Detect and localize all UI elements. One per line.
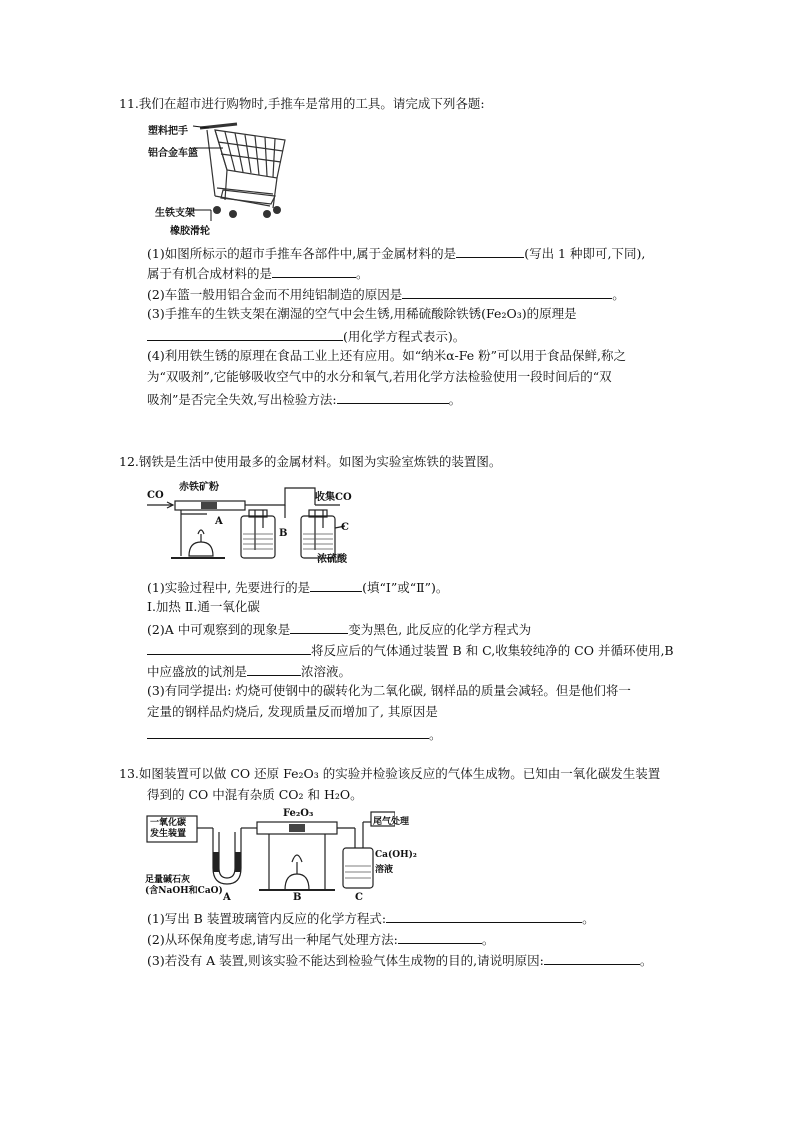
sulfuric-acid-label: 浓硫酸 <box>317 554 347 565</box>
cart-basket-label: 铝合金车篮 <box>148 148 198 159</box>
q11-part3-line1: (3)手推车的生铁支架在潮湿的空气中会生锈,用稀硫酸除铁锈(Fe₂O₃)的原理是 <box>147 306 577 321</box>
q13-part2: (2)从环保角度考虑,请写出一种尾气处理方法: 。 <box>147 929 494 949</box>
q11-blank-metal[interactable] <box>456 243 524 258</box>
cart-frame-label: 生铁支架 <box>155 208 195 219</box>
device-b-label: B <box>279 528 288 539</box>
device-a-label: A <box>223 892 231 903</box>
q12-number: 12. <box>119 454 139 469</box>
device-b-label: B <box>293 892 302 903</box>
tail-gas-label: 尾气处理 <box>373 817 410 827</box>
cart-handle-label: 塑料把手 <box>148 126 188 137</box>
q12-blank-reagent[interactable] <box>247 661 301 676</box>
q11-stem: 11.我们在超市进行购物时,手推车是常用的工具。请完成下列各题: <box>119 96 485 111</box>
generator-label-2: 发生装置 <box>150 829 187 839</box>
co-reduction-apparatus-figure <box>145 808 417 903</box>
q12-part2-line3: 中应盛放的试剂是 浓溶液。 <box>147 661 351 681</box>
shopping-cart-figure <box>145 118 305 238</box>
ore-label: 赤铁矿粉 <box>179 482 219 493</box>
q11-part4-line3: 吸剂”是否完全失效,写出检验方法: 。 <box>147 389 461 409</box>
fe2o3-label: Fe₂O₃ <box>283 808 314 819</box>
solution-label: 溶液 <box>375 865 394 875</box>
q11-part2: (2)车篮一般用铝合金而不用纯铝制造的原因是 。 <box>147 284 625 304</box>
q12-part3-line3: 。 <box>147 724 442 744</box>
q11-part1-line1: (1)如图所标示的超市手推车各部件中,属于金属材料的是 (写出 1 种即可,下同), <box>147 243 645 263</box>
q12-part3-line1: (3)有同学提出: 灼烧可使钢中的碳转化为二氧化碳, 钢样品的质量会减轻。但是他们将一 <box>147 683 631 698</box>
soda-lime-label-1: 足量碱石灰 <box>145 875 191 885</box>
q12-blank-first-step[interactable] <box>310 577 362 592</box>
q13-blank-equation[interactable] <box>386 908 582 923</box>
collect-co-label: 收集CO <box>315 492 352 503</box>
q13-blank-reason[interactable] <box>544 950 640 965</box>
q13-part3: (3)若没有 A 装置,则该实验不能达到检验气体生成物的目的,请说明原因: 。 <box>147 950 652 970</box>
iron-smelting-apparatus-figure <box>145 478 360 568</box>
device-a-label: A <box>215 516 223 527</box>
soda-lime-label-2: (含NaOH和CaO) <box>145 886 223 896</box>
device-c-label: C <box>341 522 349 533</box>
device-c-label: C <box>355 892 363 903</box>
q13-blank-tail-gas[interactable] <box>398 929 482 944</box>
caoh2-label: Ca(OH)₂ <box>375 850 417 860</box>
q12-part2-line2: 将反应后的气体通过装置 B 和 C,收集较纯净的 CO 并循环使用,B <box>147 640 674 660</box>
q11-part4-line1: (4)利用铁生锈的原理在食品工业上还有应用。如“纳米α-Fe 粉”可以用于食品保鲜,称之 <box>147 348 626 363</box>
q13-stem-line2: 得到的 CO 中混有杂质 CO₂ 和 H₂O。 <box>147 787 363 802</box>
q12-part2-line1: (2)A 中可观察到的现象是 变为黑色, 此反应的化学方程式为 <box>147 619 531 639</box>
q11-blank-alloy-reason[interactable] <box>402 284 612 299</box>
q11-part4-line2: 为“双吸剂”,它能够吸收空气中的水分和氧气,若用化学方法检验使用一段时间后的“双 <box>147 369 612 384</box>
q11-part1-line2: 属于有机合成材料的是 。 <box>147 263 369 283</box>
q12-options: Ⅰ.加热 Ⅱ.通一氧化碳 <box>147 599 260 614</box>
q11-number: 11. <box>119 96 139 111</box>
q13-stem-line1: 13.如图装置可以做 CO 还原 Fe₂O₃ 的实验并检验该反应的气体生成物。已知由一氧化碳发生装置 <box>119 766 661 781</box>
co-inlet-label: CO <box>147 490 164 501</box>
q12-part1: (1)实验过程中, 先要进行的是 (填“Ⅰ”或“Ⅱ”)。 <box>147 577 448 597</box>
q12-part3-line2: 定量的钢样品灼烧后, 发现质量反而增加了, 其原因是 <box>147 704 438 719</box>
q13-part1: (1)写出 B 装置玻璃管内反应的化学方程式: 。 <box>147 908 595 928</box>
q12-stem: 12.钢铁是生活中使用最多的金属材料。如图为实验室炼铁的装置图。 <box>119 454 502 469</box>
q11-part3-line2: (用化学方程式表示)。 <box>147 326 465 346</box>
q11-blank-organic[interactable] <box>272 263 356 278</box>
cart-wheel-label: 橡胶滑轮 <box>170 226 210 237</box>
q13-number: 13. <box>119 766 139 781</box>
q12-blank-equation[interactable] <box>147 640 311 655</box>
q12-blank-mass-reason[interactable] <box>147 724 429 739</box>
q12-blank-observation[interactable] <box>290 619 348 634</box>
generator-label-1: 一氧化碳 <box>150 818 187 828</box>
q11-blank-rust-equation[interactable] <box>147 326 343 341</box>
q11-blank-test-method[interactable] <box>337 389 449 404</box>
